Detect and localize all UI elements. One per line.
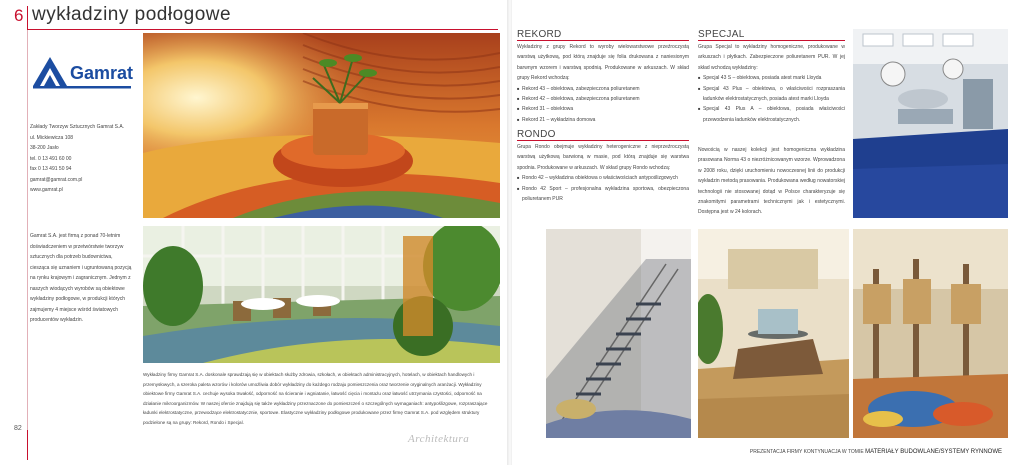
address-line: fax 0 13 491 50 94 <box>30 166 72 172</box>
winter-garden-photo <box>143 226 500 363</box>
gallery-photo <box>853 229 1008 438</box>
product-description: Wykładziny firmy Gamrat S.A. doskonale sprawdzają się w obiektach służby zdrowia, szkołach, w obiektach administracyjnych, hotelach, w obiektach handlowych i przemysłowych, a szeroka paleta wzorów i kolorów umożliwia dobór wykładziny do każdego rodzaju pomieszczenia oraz tworzenie oryginalnych aranżacji. Wykładziny obiektowe firmy Gamrat S.A. cechuje wysoka trwałość, odporność na ścieranie i wgniatanie, łatwość cięcia i montażu oraz łatwość utrzymania czystości, odporność na działanie mikroorganizmów. W naszej ofercie znajdują się także wykładziny przeznaczone do pomieszczeń o szczególnych wymaganiach: antypoślizgowe, rozpraszające ładunki elektrostatyczne, przewodzące elektrostatycznie, sportowe. Elastyczne wykładziny podłogowe produkowane przez firmę Gamrat S.A. pod względem struktury podzielone są na grupy: Rekord, Rondo i Specjal. <box>143 372 488 425</box>
lounge-photo <box>143 33 500 218</box>
list-item: ■ Specjal 43 S – obiektowa, posiada atest marki Lloyda <box>698 73 845 83</box>
rondo-text: Grupa Rondo obejmuje wykładziny heterogeniczne z nieprzeźroczystą warstwą użytkową barwioną w masie, pod którą znajduje się warstwa spodnia. Produkowane w arkuszach. W skład grupy Rondo wchodzą: <box>517 144 689 171</box>
page-title: wykładziny podłogowe <box>32 4 232 25</box>
address-line: ul. Mickiewicza 108 <box>30 134 74 141</box>
continuation-note <box>750 449 1002 455</box>
address-line: tel. 0 13 491 60 00 <box>30 155 72 162</box>
right-page <box>512 0 1024 465</box>
norma-novelty-text: Nowością w naszej kolekcji jest homogeniczna wykładzina prasowana Norma 43 o niezróżnicowanym wzorze. Wprowadzona w 2008 roku, dzięki uruchomieniu nowoczesnej linii do produkcji wykładzin metodą prasowania. Produkowana według nowatorskiej technologii nie stosowanej dotąd w Polsce charakteryzuje się znakomitymi parametrami technicznymi jak i estetycznymi. Dostępna jest w 24 kolorach. <box>698 147 845 216</box>
address-line: Zakłady Tworzyw Sztucznych Gamrat S.A. <box>30 124 125 130</box>
watermark-logo: Architektura <box>408 433 470 445</box>
rondo-section <box>517 142 689 204</box>
rekord-divider <box>517 40 689 41</box>
list-item: ■ Specjal 43 Plus A – obiektowa, posiada właściwości przewodzenia ładunków elektrostatycznych. <box>698 104 845 125</box>
address-line: 38-200 Jasło <box>30 145 59 151</box>
company-address <box>30 122 130 196</box>
list-item: ■ Rondo 42 – wykładzina obiektowa o właściwościach antypoślizgowych <box>517 173 689 183</box>
operating-room-photo <box>853 29 1008 218</box>
address-line: www.gamrat.pl <box>30 187 63 193</box>
section-number: 6 <box>14 6 24 25</box>
list-item: ■ Specjal 43 Plus – obiektowa, o właściwości rozpraszania ładunków elektrostatycznych, posiada atest marki Lloyda <box>698 84 845 105</box>
list-item: ■ Rekord 43 – obiektowa, zabezpieczona poliuretanem <box>517 84 689 94</box>
rondo-divider <box>517 140 689 141</box>
continuation-category: MATERIAŁY BUDOWLANE/SYSTEMY RYNNOWE <box>865 449 1002 455</box>
rekord-section <box>517 42 689 125</box>
specjal-text: Grupa Specjal to wykładziny homogeniczne, produkowane w arkuszach i płytkach. Zabezpieczone poliuretanem PUR. W jej skład wchodzą wykładziny: <box>698 44 845 71</box>
section-marker <box>27 6 28 30</box>
gamrat-logo <box>30 53 133 90</box>
specjal-divider <box>698 40 845 41</box>
rekord-heading: REKORD <box>517 29 562 40</box>
list-item: ■ Rondo 42 Sport – profesjonalna wykładzina sportowa, obezpieczona poliuretanem PUR <box>517 184 689 205</box>
specjal-section <box>698 42 845 125</box>
company-about: Gamrat S.A. jest firmą z ponad 70-letnim doświadczeniem w przetwórstwie tworzyw sztucznych dla potrzeb budownictwa, ciesząca się uznaniem i ugruntowaną pozycją na rynku krajowym i zagranicznym. Jednym z naszych wiodących wyrobów są obiektowe wykładziny podłogowe, w produkcji których zajmujemy 4 miejsce wśród światowych producentów wykładzin. <box>30 233 132 323</box>
rondo-heading: RONDO <box>517 129 556 140</box>
left-page <box>0 0 508 465</box>
list-item: ■ Rekord 21 – wykładzina domowa <box>517 115 689 125</box>
specjal-heading: SPECJAL <box>698 29 745 40</box>
staircase-photo <box>546 229 691 438</box>
reception-photo <box>698 229 849 438</box>
list-item: ■ Rekord 42 – obiektowa, zabezpieczona poliuretanem <box>517 94 689 104</box>
page-number-rule <box>27 430 28 460</box>
svg-text:Gamrat: Gamrat <box>70 63 133 83</box>
title-divider <box>28 29 498 30</box>
page-number: 82 <box>14 425 22 432</box>
list-item: ■ Rekord 31 – obiektowa <box>517 104 689 114</box>
address-line: gamrat@gamrat.com.pl <box>30 176 83 183</box>
rekord-text: Wykładziny z grupy Rekord to wyroby wielowarstwowe przeźroczystą warstwą użytkową, pod którą znajduje się folia drukowana z naniesionym barwnym wzorem i warstwą spodnią. Produkowane w arkuszach. W skład grupy Rekord wchodzą: <box>517 44 689 82</box>
continuation-label: PREZENTACJA FIRMY KONTYNUACJA W TOMIE <box>749 449 864 455</box>
margin-rule <box>27 30 28 430</box>
